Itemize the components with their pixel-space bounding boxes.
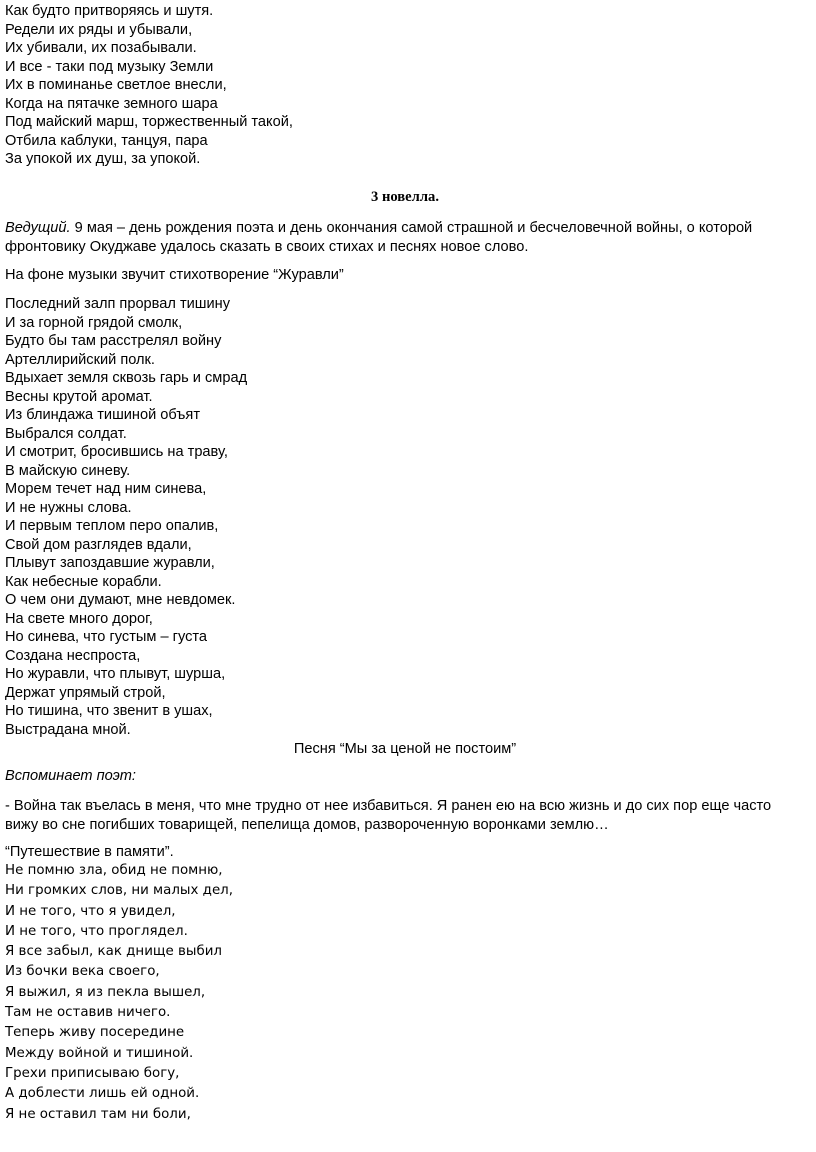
poem-line: Как будто притворяясь и шутя.	[5, 3, 214, 19]
poem-line: На свете много дорог,	[5, 610, 153, 627]
poem-line: Редели их ряды и убывали,	[5, 21, 193, 38]
poem-line: И за горной грядой смолк,	[5, 314, 183, 331]
music-note: На фоне музыки звучит стихотворение “Журавли”	[5, 267, 344, 283]
poem-line: Ни громких слов, ни малых дел,	[5, 883, 233, 899]
poem-line: Отбила каблуки, танцуя, пара	[5, 132, 208, 149]
poet-recalls-label: Вспоминает поэт:	[5, 768, 136, 784]
poem-line: Из бочки века своего,	[5, 964, 160, 980]
poem-line: За упокой их душ, за упокой.	[5, 151, 201, 167]
poem-line: Грехи приписываю богу,	[5, 1065, 180, 1081]
poem-line: Между войной и тишиной.	[5, 1045, 194, 1061]
host-label: Ведущий.	[5, 220, 71, 236]
section-heading: 3 новелла.	[371, 189, 439, 205]
poem-line: И смотрит, бросившись на траву,	[5, 444, 228, 460]
poem-line: Их в поминанье светлое внесли,	[5, 77, 227, 93]
poem-line: И не того, что проглядел.	[5, 923, 188, 939]
poem-memory	[5, 861, 233, 1125]
poem-line: И первым теплом перо опалив,	[5, 518, 219, 534]
poem-top	[5, 2, 293, 169]
poem-line: Но тишина, что звенит в ушах,	[5, 703, 213, 719]
poem-line: В майскую синеву.	[5, 462, 131, 479]
poem-line: Я выжил, я из пекла вышел,	[5, 984, 206, 1000]
journey-title: “Путешествие в памяти”.	[5, 844, 174, 860]
poem-line: Как небесные корабли.	[5, 573, 162, 590]
poem-line: И все - таки под музыку Земли	[5, 58, 214, 75]
poem-line: Морем течет над ним синева,	[5, 481, 207, 497]
poem-line: Под майский марш, торжественный такой,	[5, 114, 293, 130]
poem-line: Весны крутой аромат.	[5, 388, 153, 405]
host-text: 9 мая – день рождения поэта и день окончания самой страшной и бесчеловечной войны, о которой фронтовику Окуджаве удалось сказать в своих стихах и песнях новое слово.	[5, 220, 753, 255]
poem-line: Но синева, что густым – густа	[5, 629, 208, 645]
poem-line: И не нужны слова.	[5, 499, 132, 516]
poem-line: О чем они думают, мне невдомек.	[5, 592, 236, 608]
poem-line: Создана неспроста,	[5, 647, 141, 664]
poem-line: Вдыхает земля сквозь гарь и смрад	[5, 370, 248, 386]
poem-line: Я не оставил там ни боли,	[5, 1106, 191, 1122]
poem-line: Но журавли, что плывут, шурша,	[5, 666, 226, 682]
poem-line: Будто бы там расстрелял войну	[5, 333, 222, 349]
poem-line: Из блиндажа тишиной объят	[5, 407, 201, 423]
poem-line: Последний залп прорвал тишину	[5, 296, 231, 312]
poem-line: Их убивали, их позабывали.	[5, 40, 197, 56]
poem-line: Там не оставив ничего.	[5, 1005, 171, 1021]
poem-cranes	[5, 295, 247, 739]
poem-line: И не того, что я увидел,	[5, 903, 176, 919]
poem-line: Выбрался солдат.	[5, 425, 127, 442]
poem-line: Когда на пятачке земного шара	[5, 95, 218, 112]
poem-line: Свой дом разглядев вдали,	[5, 536, 192, 553]
poem-line: Теперь живу посередине	[5, 1025, 185, 1041]
poem-line: Я все забыл, как днище выбил	[5, 944, 222, 960]
poem-line: Плывут запоздавшие журавли,	[5, 555, 215, 571]
host-paragraph	[5, 219, 805, 257]
poet-quote: - Война так въелась в меня, что мне трудно от нее избавиться. Я ранен ею на всю жизнь и до сих пор еще часто вижу во сне погибших товарищей, пепелища домов, развороченную воронками землю…	[5, 798, 772, 833]
poem-line: Артеллирийский полк.	[5, 351, 155, 368]
poem-line: А доблести лишь ей одной.	[5, 1086, 200, 1102]
song-title: Песня “Мы за ценой не постоим”	[293, 741, 517, 757]
poem-line: Держат упрямый строй,	[5, 684, 166, 701]
poem-line: Выстрадана мной.	[5, 721, 131, 738]
poem-line: Не помню зла, обид не помню,	[5, 863, 223, 878]
